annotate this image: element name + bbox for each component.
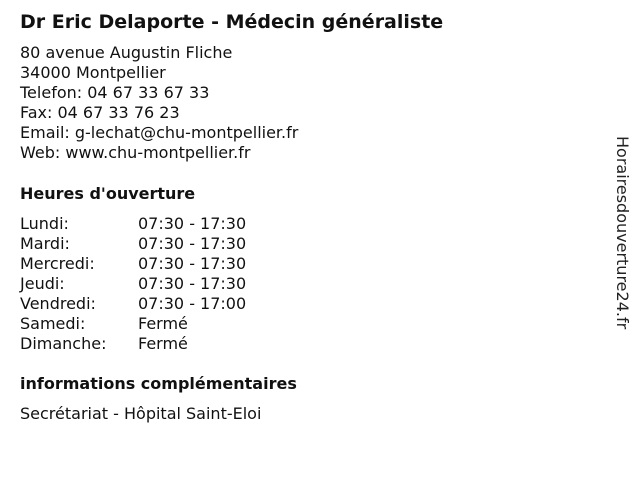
day-label: Jeudi: (20, 274, 65, 293)
hours-value: 07:30 - 17:30 (138, 254, 247, 273)
hours-value: 07:30 - 17:30 (138, 214, 247, 233)
address-line-street: 80 avenue Augustin Fliche (20, 43, 233, 62)
day-label: Mardi: (20, 234, 70, 253)
day-label: Mercredi: (20, 254, 95, 273)
site-watermark: Horairesdouverture24.fr (613, 136, 632, 330)
address-line-city: 34000 Montpellier (20, 63, 166, 82)
additional-info-text: Secrétariat - Hôpital Saint-Eloi (20, 404, 262, 423)
day-label: Dimanche: (20, 334, 107, 353)
hours-value: 07:30 - 17:30 (138, 234, 247, 253)
opening-hours-heading: Heures d'ouverture (20, 184, 196, 203)
website-address: Web: www.chu-montpellier.fr (20, 143, 251, 162)
phone-number: Telefon: 04 67 33 67 33 (20, 83, 210, 102)
hours-value: 07:30 - 17:30 (138, 274, 247, 293)
hours-value: Fermé (138, 314, 188, 333)
day-label: Vendredi: (20, 294, 96, 313)
hours-value: 07:30 - 17:00 (138, 294, 247, 313)
page-title: Dr Eric Delaporte - Médecin généraliste (20, 11, 444, 33)
day-label: Samedi: (20, 314, 86, 333)
additional-info-heading: informations complémentaires (20, 374, 297, 393)
hours-value: Fermé (138, 334, 188, 353)
fax-number: Fax: 04 67 33 76 23 (20, 103, 180, 122)
contact-info (20, 43, 298, 163)
email-address: Email: g-lechat@chu-montpellier.fr (20, 123, 299, 142)
day-label: Lundi: (20, 214, 69, 233)
